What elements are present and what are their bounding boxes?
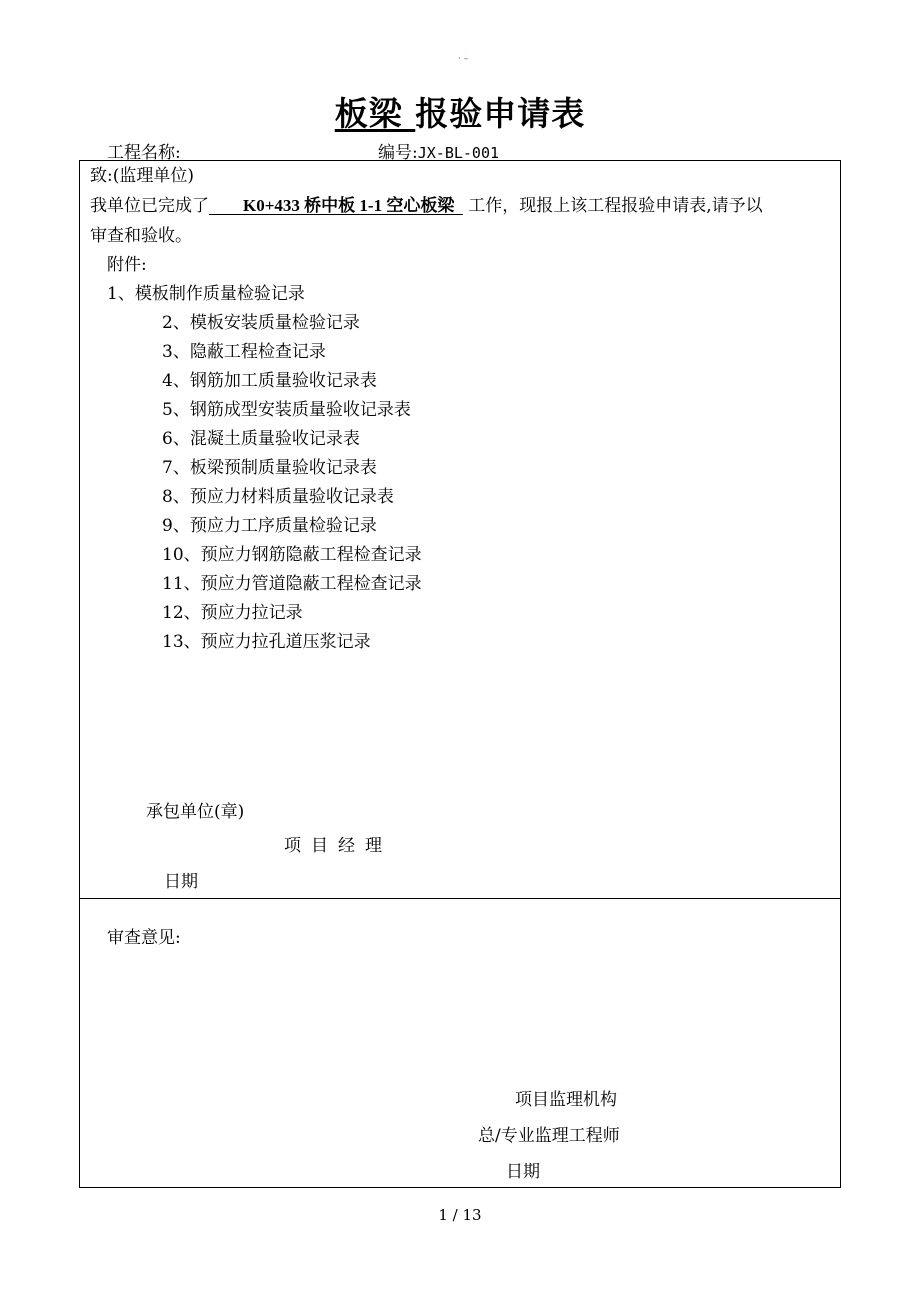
- project-name-label: 工程名称:: [107, 143, 181, 163]
- review-date-label: 日期: [506, 1162, 540, 1182]
- header-mark: · –: [458, 54, 469, 64]
- intro-line: [90, 195, 763, 217]
- intro-after: 工作，现报上该工程报验申请表,请予以: [462, 196, 763, 216]
- application-form: [79, 160, 841, 1188]
- attachment-item: 13、预应力拉孔道压浆记录: [162, 632, 371, 652]
- contractor-unit-label: 承包单位(章): [146, 802, 245, 822]
- intro-before: 我单位已完成了: [90, 196, 209, 216]
- supervision-org-label: 项目监理机构: [515, 1090, 617, 1110]
- intro-line-2: 审查和验收。: [90, 226, 192, 246]
- review-opinion-label: 审查意见:: [107, 928, 181, 948]
- attachment-item: 4、钢筋加工质量验收记录表: [162, 371, 377, 391]
- contractor-date-label: 日期: [164, 872, 198, 892]
- title-main-part: 报验申请表: [415, 94, 586, 133]
- attachment-item: 8、预应力材料质量验收记录表: [162, 487, 394, 507]
- attachment-item: 10、预应力钢筋隐蔽工程检查记录: [162, 545, 422, 565]
- attachment-item: 5、钢筋成型安装质量验收记录表: [162, 400, 411, 420]
- work-item-field: K0+433 桥中板 1-1 空心板梁: [209, 196, 463, 215]
- code-value: JX-BL-001: [417, 144, 500, 162]
- supervising-engineer-label: 总/专业监理工程师: [478, 1126, 620, 1146]
- addressee: 致:(监理单位): [90, 166, 194, 186]
- attachment-item: 9、预应力工序质量检验记录: [162, 516, 377, 536]
- attachment-item: 3、隐蔽工程检查记录: [162, 342, 326, 362]
- attachment-item: 12、预应力拉记录: [162, 603, 303, 623]
- attachment-item: 1、模板制作质量检验记录: [107, 284, 305, 304]
- section-divider: [80, 898, 840, 899]
- attachment-item: 2、模板安装质量检验记录: [162, 313, 360, 333]
- code-label: 编号:: [378, 143, 418, 163]
- project-manager-label: 项目经理: [284, 836, 392, 856]
- attachments-label: 附件:: [107, 255, 147, 275]
- title-underlined-part: 板梁: [334, 94, 416, 133]
- attachment-item: 11、预应力管道隐蔽工程检查记录: [162, 574, 422, 594]
- page-number: 1 / 13: [438, 1206, 482, 1224]
- attachment-item: 6、混凝土质量验收记录表: [162, 429, 360, 449]
- attachment-item: 7、板梁预制质量验收记录表: [162, 458, 377, 478]
- document-title: [0, 88, 920, 135]
